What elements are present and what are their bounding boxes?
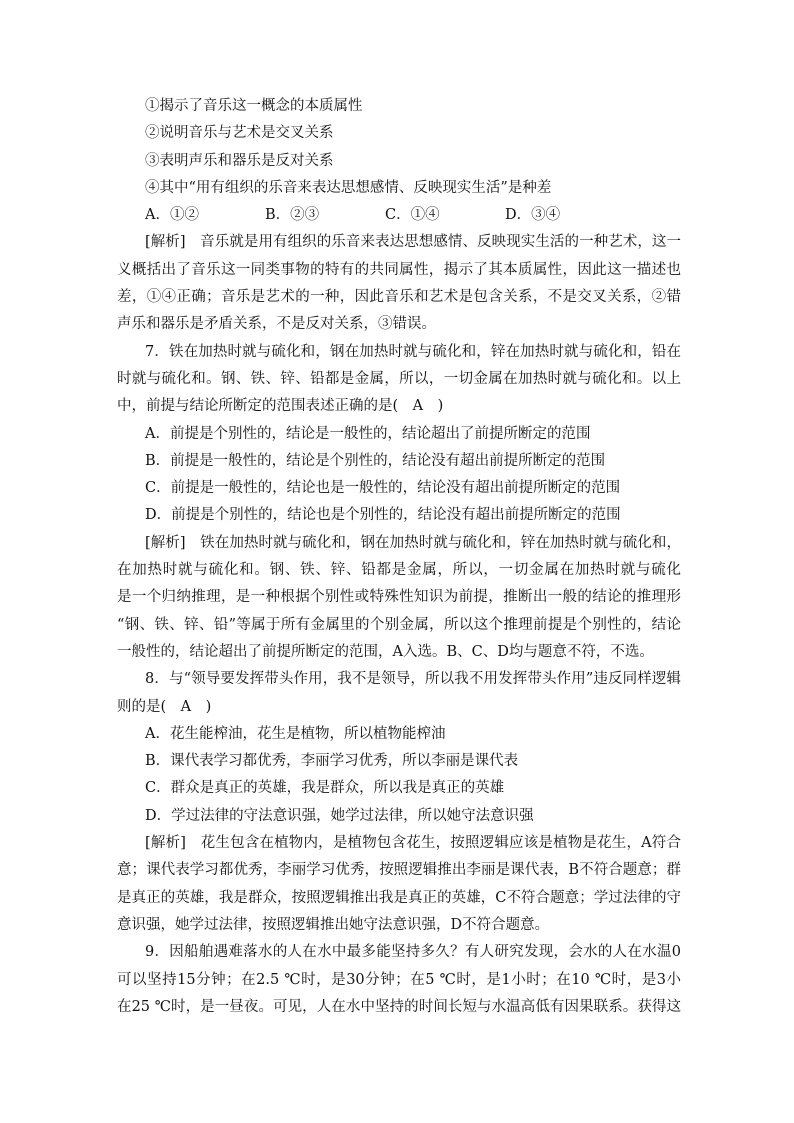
q7-analysis-line: [解析] 铁在加热时就与硫化和，钢在加热时就与硫化和，锌在加热时就与硫化和， [145, 534, 681, 551]
q8-stem-line: 则的是( A ) [117, 698, 212, 715]
q6-choice-b: B．②③ [265, 207, 320, 224]
q6-statement-2: ②说明音乐与艺术是交叉关系 [145, 125, 334, 142]
q6-statement-1: ①揭示了音乐这一概念的本质属性 [145, 98, 363, 114]
q6-choice-d: D．③④ [505, 207, 561, 224]
q7-stem-line: 7．铁在加热时就与硫化和，钢在加热时就与硫化和，锌在加热时就与硫化和，铅在 [145, 343, 681, 360]
q8-option-a: A．花生能榨油，花生是植物，所以植物能榨油 [145, 725, 446, 742]
q7-option-c: C．前提是一般性的，结论也是一般性的，结论没有超出前提所断定的范围 [145, 480, 621, 497]
q7-analysis-line: 一般性的，结论超出了前提所断定的范围，A入选。B、C、D均与题意不符，不选。 [117, 643, 654, 660]
q6-analysis-line: 声乐和器乐是矛盾关系，不是反对关系，③错误。 [117, 316, 436, 333]
q6-statement-4: ④其中“用有组织的乐音来表达思想感情、反映现实生活”是种差 [145, 179, 552, 196]
q6-analysis-line: 差，①④正确；音乐是艺术的一种，因此音乐和艺术是包含关系，不是交叉关系，②错 [117, 289, 681, 306]
q6-choice-c: C．①④ [385, 207, 440, 224]
q8-analysis-line: 意识强，她学过法律，按照逻辑推出她守法意识强，D不符合题意。 [117, 916, 550, 933]
q8-analysis-line: 是真正的英雄，我是群众，按照逻辑推出我是真正的英雄，C不符合题意；学过法律的守 [117, 889, 681, 906]
q8-option-b: B．课代表学习都优秀，李丽学习优秀，所以李丽是课代表 [145, 753, 519, 770]
q6-analysis-line: 义概括出了音乐这一同类事物的特有的共同属性，揭示了其本质属性，因此这一描述也 [117, 261, 681, 278]
q8-option-c: C．群众是真正的英雄，我是群众，所以我是真正的英雄 [145, 780, 505, 797]
q8-analysis-line: 意；课代表学习都优秀，李丽学习优秀，按照逻辑推出李丽是课代表，B不符合题意；群 [117, 862, 681, 879]
q6-analysis-line: [解析] 音乐就是用有组织的乐音来表达思想感情、反映现实生活的一种艺术，这一 [145, 234, 681, 251]
q7-option-b: B．前提是一般性的，结论是个别性的，结论没有超出前提所断定的范围 [145, 452, 606, 469]
q6-statement-3: ③表明声乐和器乐是反对关系 [145, 152, 334, 169]
q6-choices [117, 202, 681, 229]
q9-stem-line: 9．因船舶遇难落水的人在水中最多能坚持多久？有人研究发现，会水的人在水温0 [145, 944, 681, 961]
q7-option-a: A．前提是个别性的，结论是一般性的，结论超出了前提所断定的范围 [145, 425, 591, 442]
q7-analysis-line: “钢、铁、锌、铅”等属于所有金属里的个别金属，所以这个推理前提是个别性的，结论 [117, 616, 681, 633]
q7-analysis-line: 是一个归纳推理，是一种根据个别性或特殊性知识为前提，推断出一般的结论的推理形 [117, 589, 681, 606]
q7-analysis-line: 在加热时就与硫化和。钢、铁、锌、铅都是金属，所以，一切金属在加热时就与硫化 [117, 562, 681, 579]
document-body [117, 93, 681, 1021]
q8-stem-line: 8．与“领导要发挥带头作用，我不是领导，所以我不用发挥带头作用”违反同样逻辑 [145, 671, 681, 688]
q9-stem-line: 可以坚持15分钟；在2.5 ℃时，是30分钟；在5 ℃时，是1小时；在10 ℃时，是3小 [117, 971, 681, 988]
q7-option-d: D．前提是个别性的，结论也是个别性的，结论没有超出前提所断定的范围 [145, 507, 621, 524]
q9-stem-line: 在25 ℃时，是一昼夜。可见，人在水中坚持的时间长短与水温高低有因果联系。获得这 [117, 998, 681, 1015]
q7-stem-line: 时就与硫化和。钢、铁、锌、铅都是金属，所以，一切金属在加热时就与硫化和。以上 [117, 370, 681, 387]
q8-option-d: D．学过法律的守法意识强，她学过法律，所以她守法意识强 [145, 807, 534, 824]
q6-choice-a: A．①② [145, 207, 199, 224]
q7-stem-line: 中，前提与结论所断定的范围表述正确的是( A ) [117, 398, 444, 415]
q8-analysis-line: [解析] 花生包含在植物内，是植物包含花生，按照逻辑应该是植物是花生，A符合 [145, 835, 681, 852]
